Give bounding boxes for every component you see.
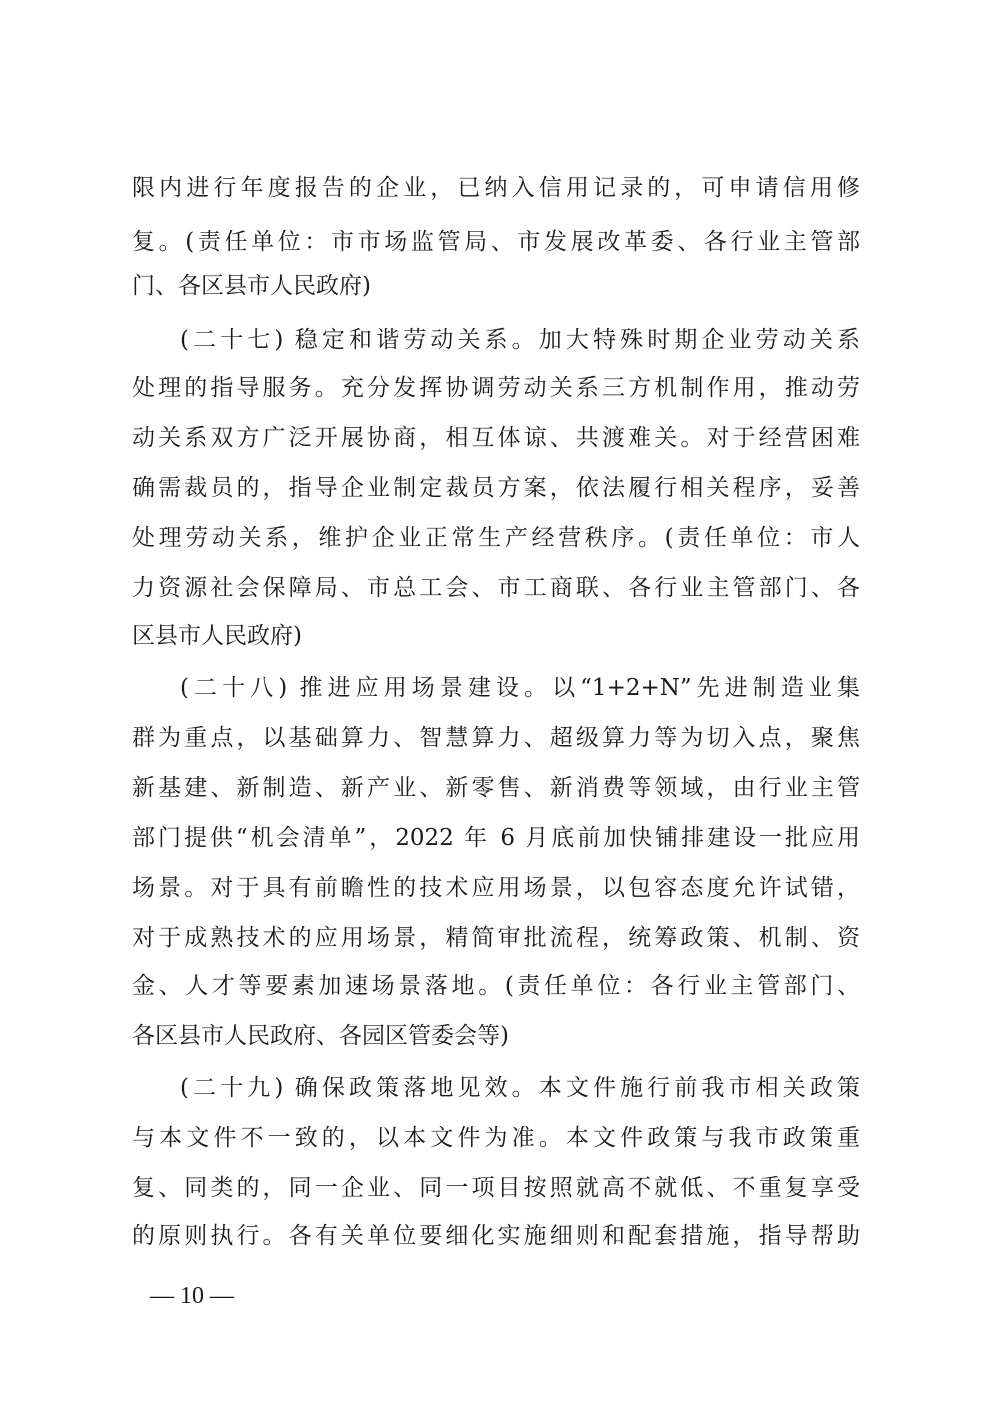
paragraph-heading-29: (二十九) 确保政策落地见效。本文件施行前我市相关政策	[180, 1075, 860, 1101]
text-line: 区县市人民政府)	[132, 623, 302, 649]
text-line: 确需裁员的，指导企业制定裁员方案，依法履行相关程序，妥善	[132, 475, 860, 501]
text-line: 动关系双方广泛开展协商，相互体谅、共渡难关。对于经营困难	[132, 425, 860, 451]
text-line: 复、同类的，同一企业、同一项目按照就高不就低、不重复享受	[132, 1175, 860, 1201]
page-number: — 10 —	[150, 1283, 234, 1309]
text-line: 部门提供“机会清单”，2022 年 6 月底前加快铺排建设一批应用	[132, 825, 860, 851]
text-line: 门、各区县市人民政府)	[132, 273, 371, 299]
text-line: 力资源社会保障局、市总工会、市工商联、各行业主管部门、各	[132, 575, 860, 601]
text-line: 的原则执行。各有关单位要细化实施细则和配套措施，指导帮助	[132, 1223, 860, 1249]
text-line: 金、人才等要素加速场景落地。(责任单位：各行业主管部门、	[132, 973, 860, 999]
text-line: 复。(责任单位：市市场监管局、市发展改革委、各行业主管部	[132, 229, 860, 255]
text-line: 处理的指导服务。充分发挥协调劳动关系三方机制作用，推动劳	[132, 375, 860, 401]
text-line: 各区县市人民政府、各园区管委会等)	[132, 1023, 509, 1049]
text-line: 限内进行年度报告的企业，已纳入信用记录的，可申请信用修	[132, 175, 860, 201]
paragraph-heading-27: (二十七) 稳定和谐劳动关系。加大特殊时期企业劳动关系	[180, 327, 860, 353]
text-line: 对于成熟技术的应用场景，精简审批流程，统筹政策、机制、资	[132, 925, 860, 951]
text-line: 场景。对于具有前瞻性的技术应用场景，以包容态度允许试错，	[132, 875, 860, 901]
text-line: 与本文件不一致的，以本文件为准。本文件政策与我市政策重	[132, 1125, 860, 1151]
paragraph-heading-28: (二十八) 推进应用场景建设。以“1+2+N”先进制造业集	[180, 675, 860, 701]
text-line: 处理劳动关系，维护企业正常生产经营秩序。(责任单位：市人	[132, 525, 860, 551]
text-line: 新基建、新制造、新产业、新零售、新消费等领域，由行业主管	[132, 775, 860, 801]
text-line: 群为重点，以基础算力、智慧算力、超级算力等为切入点，聚焦	[132, 725, 860, 751]
